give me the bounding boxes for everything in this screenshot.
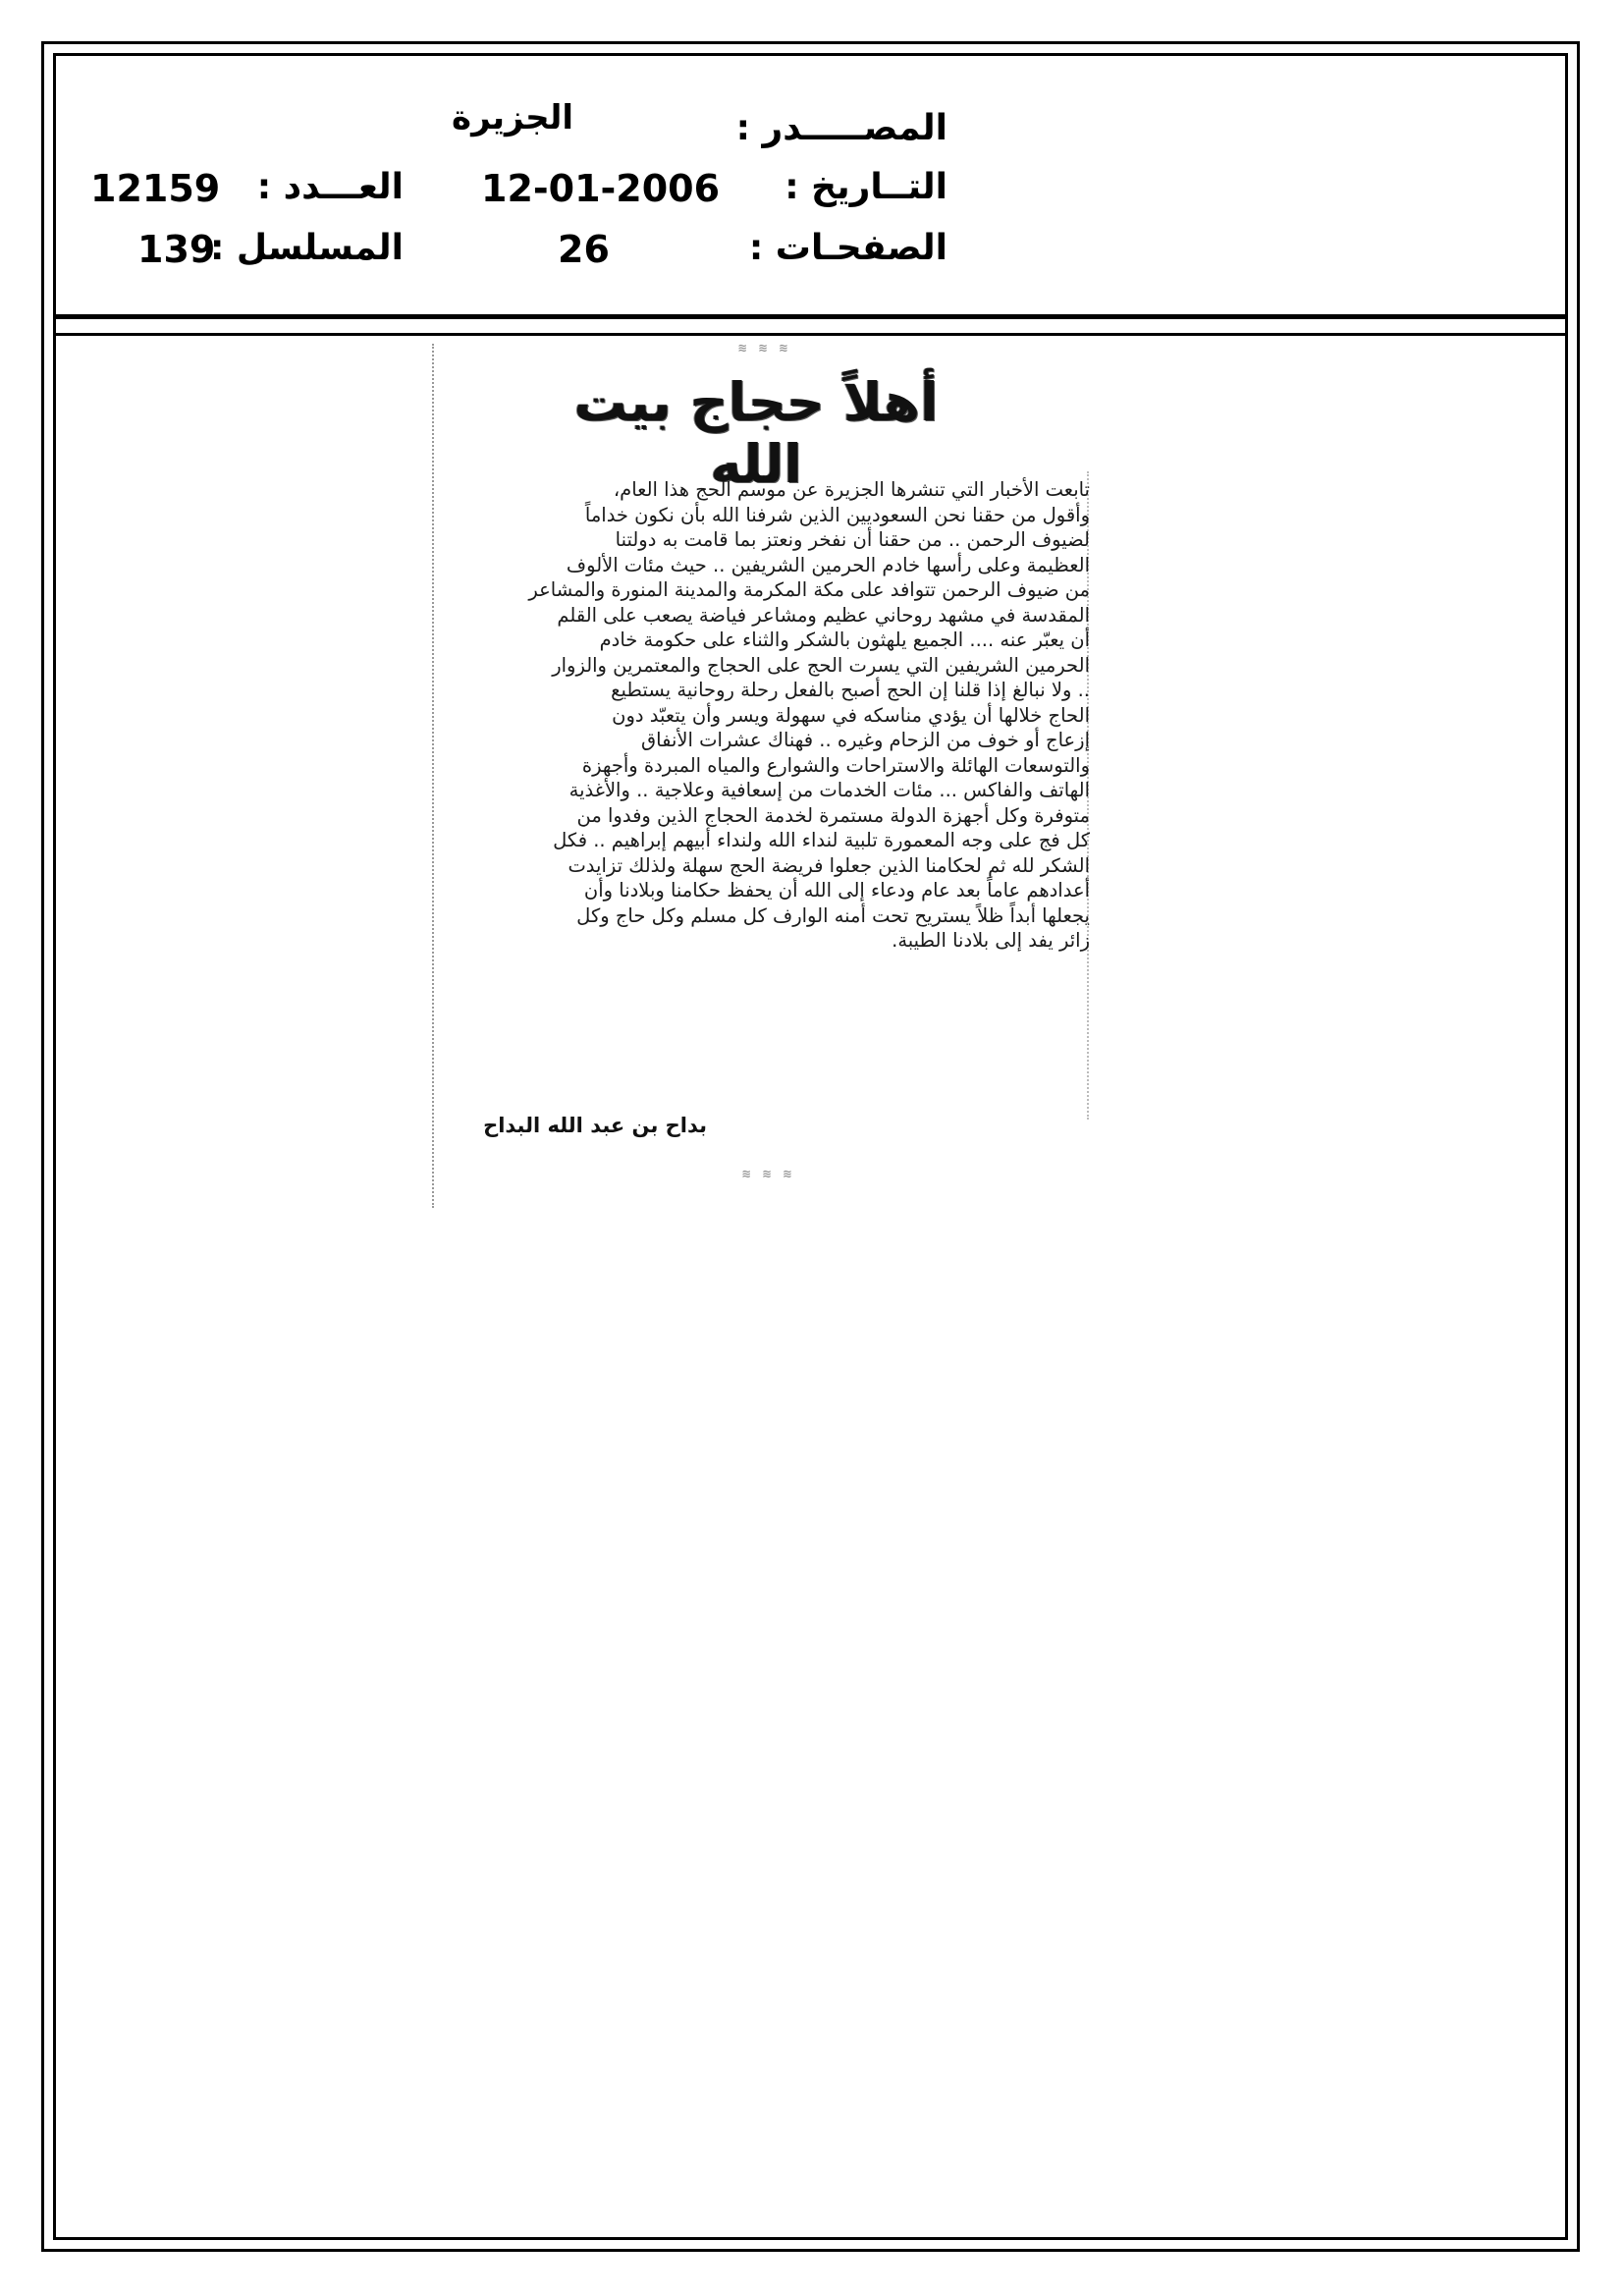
article-line: الحرمين الشريفين التي يسرت الحج على الحجاج والمعتمرين والزوار: [552, 653, 1090, 677]
article-line: العظيمة وعلى رأسها خادم الحرمين الشريفين .. حيث مئات الألوف: [566, 553, 1090, 576]
article-line: والتوسعات الهائلة والاستراحات والشوارع والمياه المبردة وأجهزة: [581, 753, 1090, 777]
article-line: أن يعبّر عنه .... الجميع يلهثون بالشكر والثناء على حكومة خادم: [599, 629, 1090, 651]
article-line: الحاج خلالها أن يؤدي مناسكه في سهولة ويسر وأن يتعبّد دون: [612, 703, 1090, 727]
article-line: المقدسة في مشهد روحاني عظيم ومشاعر فياضة يصعب على القلم: [557, 603, 1090, 627]
header-separator-thick: [53, 314, 1568, 319]
issue-label: العـــدد :: [256, 167, 404, 207]
header-separator-thin: [53, 333, 1568, 336]
pages-label: الصفحـات :: [748, 228, 947, 268]
article-line: متوفرة وكل أجهزة الدولة مستمرة لخدمة الحجاج الذين وفدوا من: [576, 803, 1090, 827]
article-line: يجعلها أبداً ظلاً يستريح تحت أمنه الوارف كل مسلم وكل حاج وكل: [576, 903, 1090, 927]
article-line: الهاتف والفاكس ... مئات الخدمات من إسعافية وعلاجية .. والأغذية: [568, 779, 1090, 801]
serial-label: المسلسل :: [209, 228, 404, 268]
article-line: الشكر لله ثم لحكامنا الذين جعلوا فريضة الحج سهلة ولذلك تزايدت: [568, 853, 1090, 877]
article-line: لضيوف الرحمن .. من حقنا أن نفخر ونعتز بما قامت به دولتنا: [615, 528, 1090, 551]
pages-value: 26: [558, 228, 610, 271]
article-body: [461, 477, 1090, 954]
article-line: تابعت الأخبار التي تنشرها الجزيرة عن موسم الحج هذا العام،: [613, 478, 1090, 501]
article-line: كل فج على وجه المعمورة تلبية لنداء الله ولنداء أبيهم إبراهيم .. فكل: [553, 829, 1090, 851]
article-author: بداح بن عبد الله البداح: [483, 1114, 707, 1137]
source-value: الجزيرة: [452, 98, 574, 137]
source-label: المصـــــدر :: [735, 108, 947, 148]
article-title: أهلاً حجاج بيت الله: [573, 371, 939, 495]
clipping-top-mark: ≋ ≋ ≋: [738, 341, 790, 356]
date-label: التــاريخ :: [784, 167, 947, 207]
article-line: زائر يفد إلى بلادنا الطيبة.: [892, 929, 1090, 952]
article-line: إزعاج أو خوف من الزحام وغيره .. فهناك عشرات الأنفاق: [641, 729, 1090, 751]
article-line: .. ولا نبالغ إذا قلنا إن الحج أصبح بالفعل رحلة روحانية يستطيع: [611, 679, 1090, 701]
article-line: وأقول من حقنا نحن السعوديين الذين شرفنا الله بأن نكون خداماً: [584, 503, 1090, 526]
serial-value: 139: [137, 228, 216, 271]
issue-value: 12159: [90, 167, 221, 210]
date-value: 12-01-2006: [481, 167, 721, 210]
article-line: أعدادهم عاماً بعد عام ودعاء إلى الله أن يحفظ حكامنا وبلادنا وأن: [583, 879, 1090, 902]
clipping-left-edge: [432, 344, 434, 1208]
clipping-bottom-mark: ≋ ≋ ≋: [742, 1167, 794, 1182]
article-line: من ضيوف الرحمن تتوافد على مكة المكرمة والمدينة المنورة والمشاعر: [528, 578, 1090, 601]
